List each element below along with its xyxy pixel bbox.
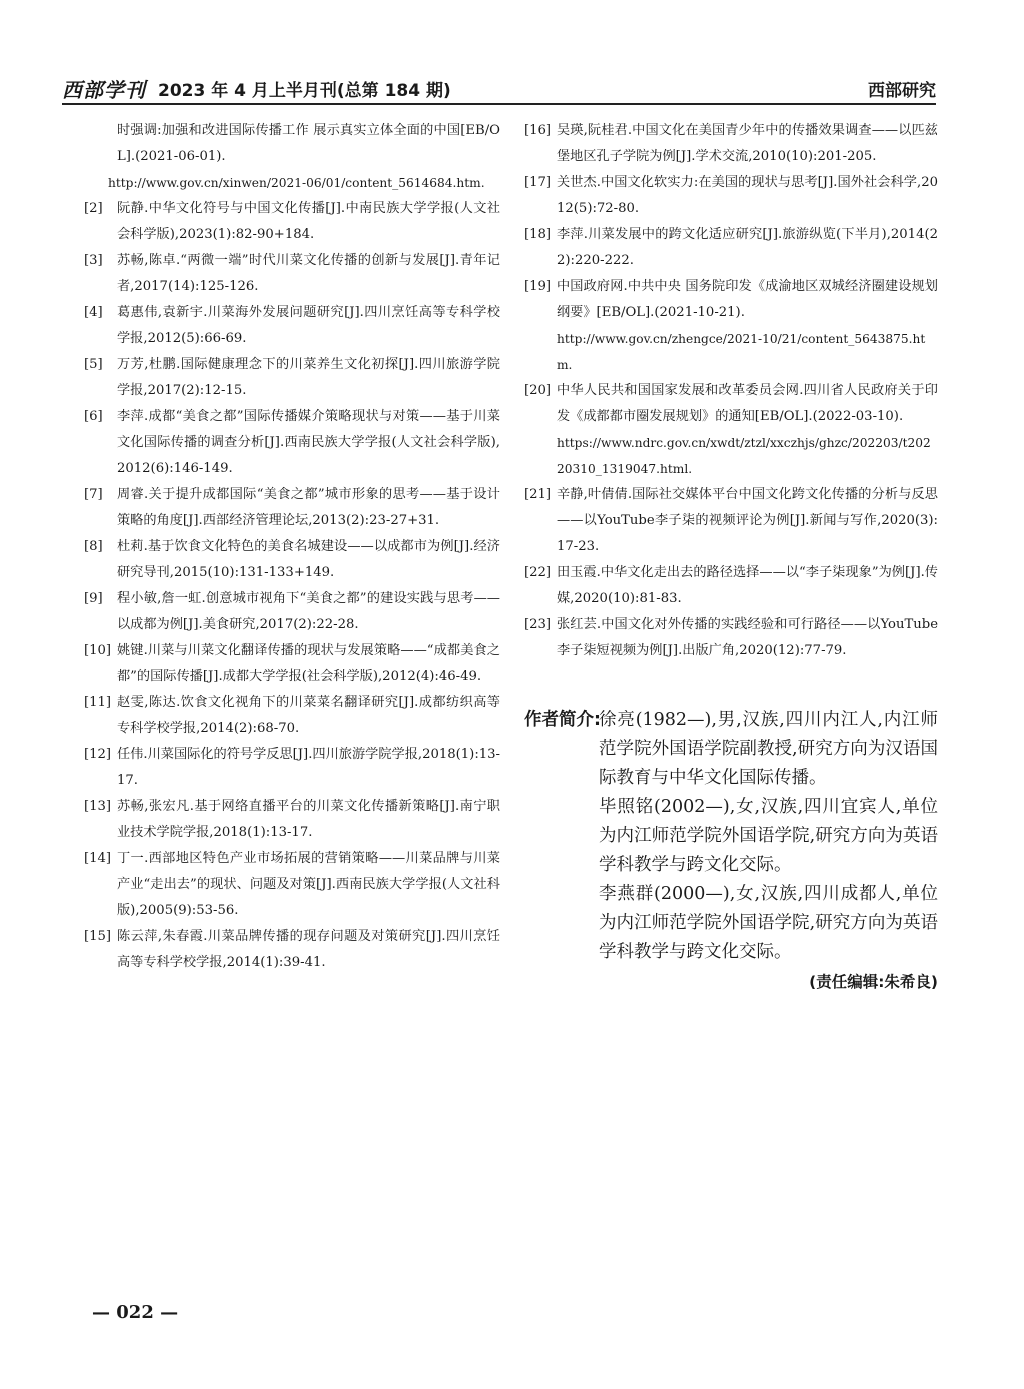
reference-text: 姚键.川菜与川菜文化翻译传播的现状与发展策略——“成都美食之都”的国际传播[J].成都大学学报(社会科学版),2012(4):46-49. (117, 643, 500, 684)
reference-number: [14] (84, 851, 112, 866)
reference-text: 任伟.川菜国际化的符号学反思[J].四川旅游学院学报,2018(1):13-17. (117, 747, 501, 788)
author-bio (524, 706, 938, 967)
reference-item (84, 638, 500, 690)
reference-item (84, 924, 500, 976)
author-entry: 毕照铭(2002—),女,汉族,四川宜宾人,单位为内江师范学院外国语学院,研究方向为英语学科教学与跨文化交际。 (599, 797, 938, 875)
reference-item (84, 794, 500, 846)
responsible-editor: (责任编辑:朱希良) (809, 973, 938, 991)
reference-text: 赵雯,陈达.饮食文化视角下的川菜菜名翻译研究[J].成都纺织高等专科学校学报,2014(2):68-70. (117, 695, 500, 736)
reference-number: [8] (84, 539, 103, 554)
author-bio-label: 作者简介: (524, 710, 601, 730)
reference-number: [19] (524, 279, 552, 294)
reference-number: [21] (524, 487, 552, 502)
reference-number: [9] (84, 591, 103, 606)
reference-item (524, 612, 938, 664)
reference-text: 周睿.关于提升成都国际“美食之都”城市形象的思考——基于设计策略的角度[J].西部经济管理论坛,2013(2):23-27+31. (117, 487, 500, 528)
reference-item (524, 222, 938, 274)
reference-number: [17] (524, 175, 552, 190)
reference-text: 中国政府网.中共中央 国务院印发《成渝地区双城经济圈建设规划纲要》[EB/OL].(2021-10-21). (557, 279, 938, 320)
reference-text: 中华人民共和国国家发展和改革委员会网.四川省人民政府关于印发《成都都市圈发展规划》的通知[EB/OL].(2022-03-10). (557, 383, 938, 424)
reference-number: [18] (524, 227, 552, 242)
issue-info: 2023 年 4 月上半月刊(总第 184 期) (158, 81, 451, 101)
reference-item (84, 586, 500, 638)
reference-item (84, 482, 500, 534)
reference-number: [13] (84, 799, 112, 814)
reference-number: [7] (84, 487, 103, 502)
reference-number: [6] (84, 409, 103, 424)
reference-text: 辛静,叶倩倩.国际社交媒体平台中国文化跨文化传播的分析与反思——以YouTube李子柒的视频评论为例[J].新闻与写作,2020(3):17-23. (557, 487, 938, 554)
reference-item (524, 560, 938, 612)
reference-url: https://www.ndrc.gov.cn/xwdt/ztzl/xxczhjs/ghzc/202203/t20220310_1319047.html. (557, 436, 931, 476)
references-left-column (84, 118, 500, 976)
reference-text: 丁一.西部地区特色产业市场拓展的营销策略——川菜品牌与川菜产业“走出去”的现状、问题及对策[J].西南民族大学学报(人文社科版),2005(9):53-56. (117, 851, 500, 918)
reference-number: [4] (84, 305, 103, 320)
reference-item-1-continuation (84, 118, 500, 196)
reference-text: 杜莉.基于饮食文化特色的美食名城建设——以成都市为例[J].经济研究导刊,2015(10):131-133+149. (117, 539, 500, 580)
reference-item (84, 196, 500, 248)
reference-item (524, 482, 938, 560)
reference-text: 关世杰.中国文化软实力:在美国的现状与思考[J].国外社会科学,2012(5):72-80. (557, 175, 938, 216)
references-right-column (524, 118, 938, 664)
reference-item (524, 170, 938, 222)
page-number: — 022 — (92, 1302, 179, 1323)
author-entry: 徐亮(1982—),男,汉族,四川内江人,内江师范学院外国语学院副教授,研究方向为汉语国际教育与中华文化国际传播。 (599, 710, 938, 788)
reference-text: 陈云萍,朱春霞.川菜品牌传播的现存问题及对策研究[J].四川烹饪高等专科学校学报,2014(1):39-41. (117, 929, 500, 970)
reference-item (524, 378, 938, 482)
reference-item (524, 118, 938, 170)
reference-url: http://www.gov.cn/xinwen/2021-06/01/content_5614684.htm. (108, 176, 485, 190)
reference-item (84, 742, 500, 794)
reference-number: [15] (84, 929, 112, 944)
reference-item (524, 274, 938, 378)
reference-item (84, 300, 500, 352)
author-bio-body (599, 706, 938, 967)
reference-number: [2] (84, 201, 103, 216)
reference-number: [20] (524, 383, 552, 398)
reference-item (84, 352, 500, 404)
reference-text: 时强调:加强和改进国际传播工作 展示真实立体全面的中国[EB/OL].(2021-06-01). (117, 123, 500, 164)
reference-text: 程小敏,詹一虹.创意城市视角下“美食之都”的建设实践与思考——以成都为例[J].美食研究,2017(2):22-28. (117, 591, 500, 632)
column-name: 西部研究 (868, 81, 936, 101)
reference-text: 李萍.成都“美食之都”国际传播媒介策略现状与对策——基于川菜文化国际传播的调查分析[J].西南民族大学学报(人文社会科学版),2012(6):146-149. (117, 409, 500, 476)
page-header (62, 74, 936, 100)
reference-text: 李萍.川菜发展中的跨文化适应研究[J].旅游纵览(下半月),2014(22):220-222. (557, 227, 938, 268)
reference-number: [5] (84, 357, 103, 372)
reference-item (84, 846, 500, 924)
reference-text: 张红芸.中国文化对外传播的实践经验和可行路径——以YouTube李子柒短视频为例[J].出版广角,2020(12):77-79. (557, 617, 938, 658)
reference-number: [23] (524, 617, 552, 632)
reference-item (84, 404, 500, 482)
reference-text: 苏畅,张宏凡.基于网络直播平台的川菜文化传播新策略[J].南宁职业技术学院学报,2018(1):13-17. (117, 799, 500, 840)
reference-number: [12] (84, 747, 112, 762)
reference-item (84, 248, 500, 300)
reference-number: [16] (524, 123, 552, 138)
reference-text: 田玉霞.中华文化走出去的路径选择——以“李子柒现象”为例[J].传媒,2020(10):81-83. (557, 565, 938, 606)
reference-number: [22] (524, 565, 552, 580)
reference-text: 吴瑛,阮桂君.中国文化在美国青少年中的传播效果调查——以匹兹堡地区孔子学院为例[J].学术交流,2010(10):201-205. (557, 123, 938, 164)
reference-number: [3] (84, 253, 103, 268)
reference-item (84, 690, 500, 742)
reference-text: 万芳,杜鹏.国际健康理念下的川菜养生文化初探[J].四川旅游学院学报,2017(2):12-15. (117, 357, 500, 398)
reference-text: 葛惠伟,袁新宇.川菜海外发展问题研究[J].四川烹饪高等专科学校学报,2012(5):66-69. (117, 305, 500, 346)
reference-text: 苏畅,陈卓.“两微一端”时代川菜文化传播的创新与发展[J].青年记者,2017(14):125-126. (117, 253, 500, 294)
reference-number: [11] (84, 695, 112, 710)
reference-url: http://www.gov.cn/zhengce/2021-10/21/content_5643875.htm. (557, 332, 926, 372)
reference-item (84, 534, 500, 586)
author-entry: 李燕群(2000—),女,汉族,四川成都人,单位为内江师范学院外国语学院,研究方向为英语学科教学与跨文化交际。 (599, 884, 938, 962)
reference-number: [10] (84, 643, 112, 658)
header-rule (62, 103, 936, 105)
journal-logo: 西部学刊 (62, 78, 146, 102)
reference-text: 阮静.中华文化符号与中国文化传播[J].中南民族大学学报(人文社会科学版),2023(1):82-90+184. (117, 201, 500, 242)
